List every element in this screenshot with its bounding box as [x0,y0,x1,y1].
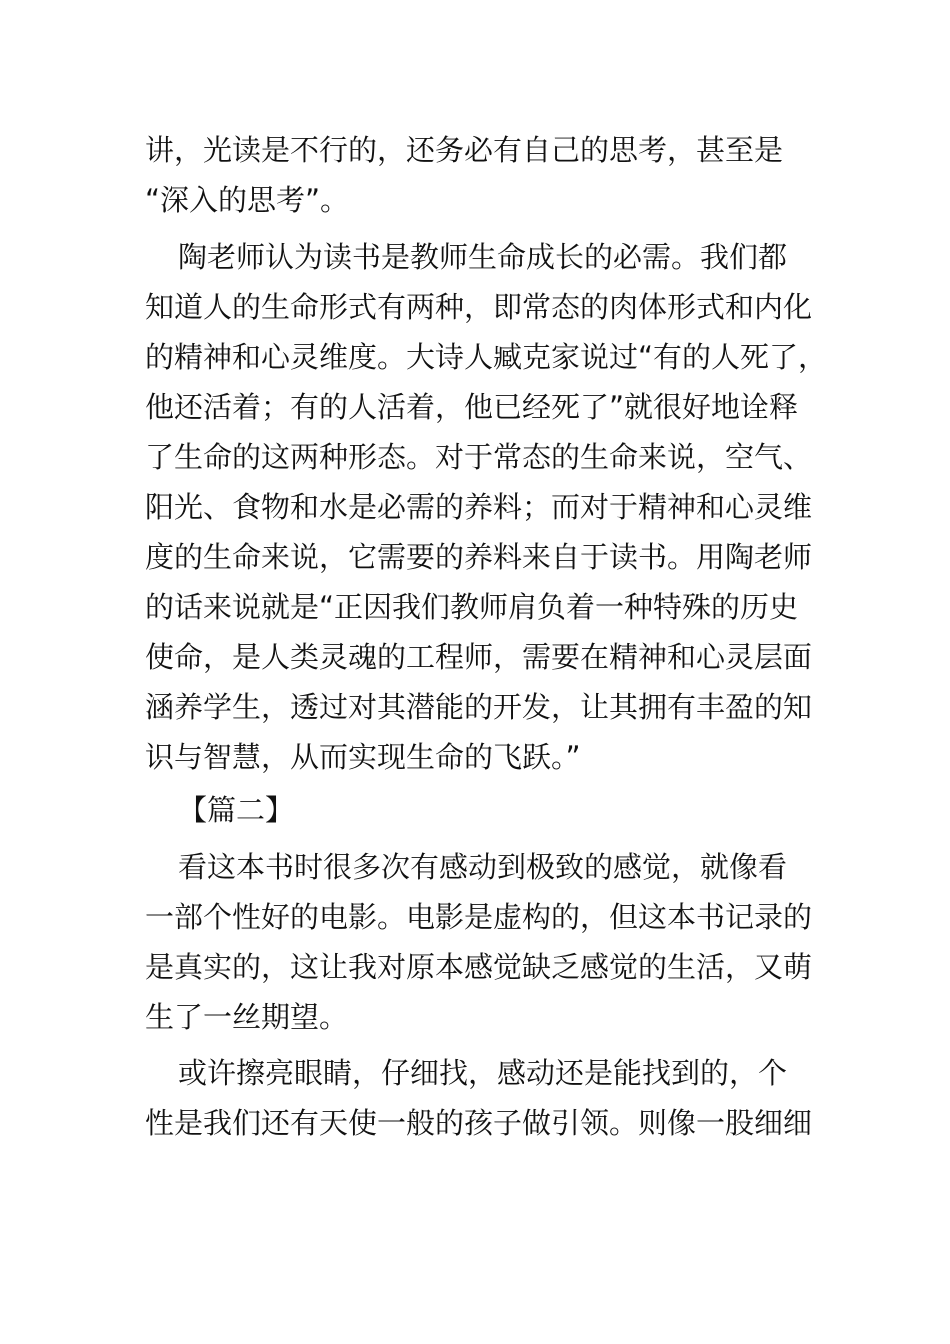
text-line: “深入的思考”。 [145,183,350,217]
paragraph-start-line: 看这本书时很多次有感动到极致的感觉，就像看 [178,850,788,884]
text-line: 涵养学生，透过对其潜能的开发，让其拥有丰盈的知 [145,690,813,724]
text-line: 度的生命来说，它需要的养料来自于读书。用陶老师 [145,540,813,574]
text-line: 知道人的生命形式有两种，即常态的肉体形式和内化 [145,290,813,324]
text-line: 阳光、食物和水是必需的养料；而对于精神和心灵维 [145,490,813,524]
paragraph-start-line: 或许擦亮眼睛，仔细找，感动还是能找到的，个 [178,1056,788,1090]
paragraph-start-line: 陶老师认为读书是教师生命成长的必需。我们都 [178,240,788,274]
text-line: 是真实的，这让我对原本感觉缺乏感觉的生活，又萌 [145,950,813,984]
text-line: 的话来说就是“正因我们教师肩负着一种特殊的历史 [145,590,799,624]
text-line: 了生命的这两种形态。对于常态的生命来说，空气、 [145,440,813,474]
text-line: 使命，是人类灵魂的工程师，需要在精神和心灵层面 [145,640,813,674]
text-line: 识与智慧，从而实现生命的飞跃。” [145,740,581,774]
section-heading: 【篇二】 [178,793,295,827]
text-line: 讲，光读是不行的，还务必有自己的思考，甚至是 [145,133,784,167]
text-line: 的精神和心灵维度。大诗人臧克家说过“有的人死了， [145,340,828,374]
text-line: 一部个性好的电影。电影是虚构的，但这本书记录的 [145,900,813,934]
text-line: 生了一丝期望。 [145,1000,349,1034]
text-line: 性是我们还有天使一般的孩子做引领。则像一股细细 [145,1106,813,1140]
text-line: 他还活着；有的人活着，他已经死了”就很好地诠释 [145,390,799,424]
